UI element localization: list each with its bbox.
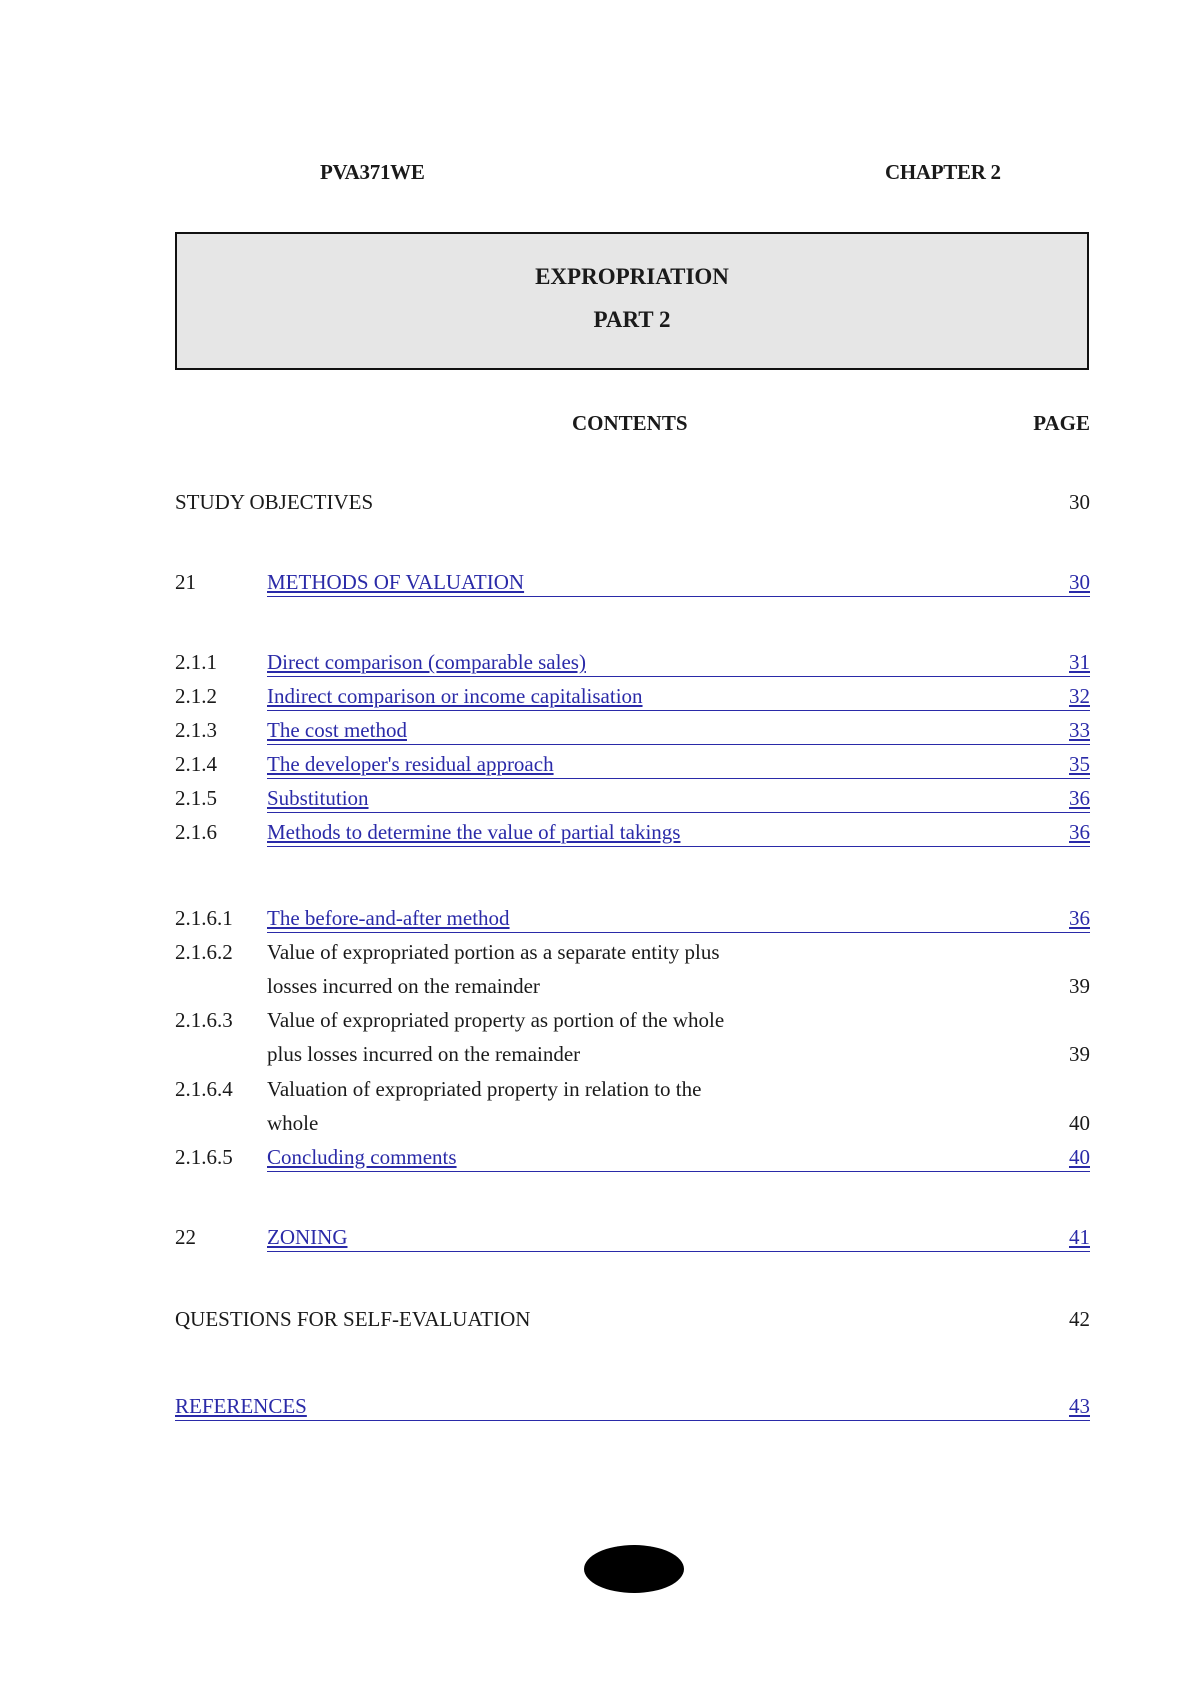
toc-entry-page[interactable]: 30 [1069, 570, 1090, 594]
toc-entry-link[interactable]: Substitution [267, 786, 369, 810]
toc-entry-link[interactable]: ZONING [267, 1225, 348, 1249]
toc-entry-substitution[interactable] [175, 786, 1090, 818]
toc-entry-page: 42 [1069, 1307, 1090, 1331]
toc-entry-link[interactable]: The before-and-after method [267, 906, 510, 930]
toc-entry-label: Value of expropriated portion as a separate entity plus [267, 940, 720, 964]
toc-entry-page[interactable]: 36 [1069, 820, 1090, 844]
toc-entry-link[interactable]: The cost method [267, 718, 407, 742]
toc-entry-developers-residual[interactable] [175, 752, 1090, 784]
toc-entry-link[interactable]: Indirect comparison or income capitalisation [267, 684, 643, 708]
toc-entry-page[interactable]: 36 [1069, 906, 1090, 930]
toc-entry-label-continued: losses incurred on the remainder [267, 974, 540, 998]
toc-entry-concluding-comments[interactable] [175, 1145, 1090, 1177]
chapter-label: CHAPTER 2 [885, 160, 1001, 184]
toc-entry-page: 40 [1069, 1111, 1090, 1135]
toc-entry-label: QUESTIONS FOR SELF-EVALUATION [175, 1307, 531, 1331]
toc-entry-link[interactable]: Direct comparison (comparable sales) [267, 650, 586, 674]
toc-entry-page[interactable]: 41 [1069, 1225, 1090, 1249]
toc-entry-link[interactable]: Concluding comments [267, 1145, 457, 1169]
toc-entry-number: 2.1.6.1 [175, 906, 233, 930]
toc-entry-page[interactable]: 33 [1069, 718, 1090, 742]
toc-entry-page[interactable]: 32 [1069, 684, 1090, 708]
toc-entry-number: 2.1.4 [175, 752, 217, 776]
toc-entry-page[interactable]: 35 [1069, 752, 1090, 776]
toc-entry-separate-entity [175, 940, 1090, 1010]
toc-entry-number: 2.1.6.4 [175, 1077, 233, 1101]
toc-entry-number: 2.1.6.2 [175, 940, 233, 964]
toc-entry-cost-method[interactable] [175, 718, 1090, 750]
toc-entry-label: STUDY OBJECTIVES [175, 490, 374, 514]
toc-entry-link[interactable]: The developer's residual approach [267, 752, 554, 776]
toc-entry-page: 39 [1069, 974, 1090, 998]
course-code: PVA371WE [320, 160, 425, 184]
toc-entry-label: Value of expropriated property as portion of the whole [267, 1008, 725, 1032]
toc-entry-methods-of-valuation[interactable] [175, 570, 1090, 602]
toc-entry-page[interactable]: 36 [1069, 786, 1090, 810]
toc-entry-zoning[interactable] [175, 1225, 1090, 1257]
toc-entry-page[interactable]: 43 [1069, 1394, 1090, 1418]
toc-entry-page: 39 [1069, 1042, 1090, 1066]
toc-entry-number: 2.1.2 [175, 684, 217, 708]
toc-entry-number: 22 [175, 1225, 196, 1249]
document-title: EXPROPRIATION [535, 264, 729, 289]
toc-entry-page[interactable]: 40 [1069, 1145, 1090, 1169]
toc-entry-page: 30 [1069, 490, 1090, 514]
page-column-heading: PAGE [1033, 411, 1090, 435]
toc-entry-number: 2.1.5 [175, 786, 217, 810]
toc-entry-number: 2.1.3 [175, 718, 217, 742]
page-number-badge [584, 1545, 684, 1593]
contents-heading: CONTENTS [572, 411, 688, 435]
toc-entry-number: 2.1.6.3 [175, 1008, 233, 1032]
toc-entry-portion-of-whole [175, 1008, 1090, 1078]
toc-entry-number: 2.1.6 [175, 820, 217, 844]
toc-entry-link[interactable]: Methods to determine the value of partial takings [267, 820, 681, 844]
toc-entry-number: 21 [175, 570, 196, 594]
toc-entry-page[interactable]: 31 [1069, 650, 1090, 674]
toc-entry-direct-comparison[interactable] [175, 650, 1090, 682]
toc-entry-number: 2.1.6.5 [175, 1145, 233, 1169]
toc-entry-indirect-comparison[interactable] [175, 684, 1090, 716]
toc-entry-partial-takings[interactable] [175, 820, 1090, 852]
document-subtitle: PART 2 [593, 307, 671, 332]
toc-entry-label-continued: plus losses incurred on the remainder [267, 1042, 581, 1066]
toc-entry-relation-to-whole [175, 1077, 1090, 1147]
title-box [175, 232, 1089, 370]
toc-entry-before-and-after[interactable] [175, 906, 1090, 938]
toc-entry-link[interactable]: METHODS OF VALUATION [267, 570, 525, 594]
toc-entry-link[interactable]: REFERENCES [175, 1394, 307, 1418]
toc-entry-references[interactable] [175, 1394, 1090, 1426]
toc-entry-number: 2.1.1 [175, 650, 217, 674]
toc-entry-self-evaluation [175, 1307, 1090, 1339]
toc-entry-label-continued: whole [267, 1111, 319, 1135]
toc-entry-study-objectives [175, 490, 1090, 522]
toc-entry-label: Valuation of expropriated property in relation to the [267, 1077, 702, 1101]
